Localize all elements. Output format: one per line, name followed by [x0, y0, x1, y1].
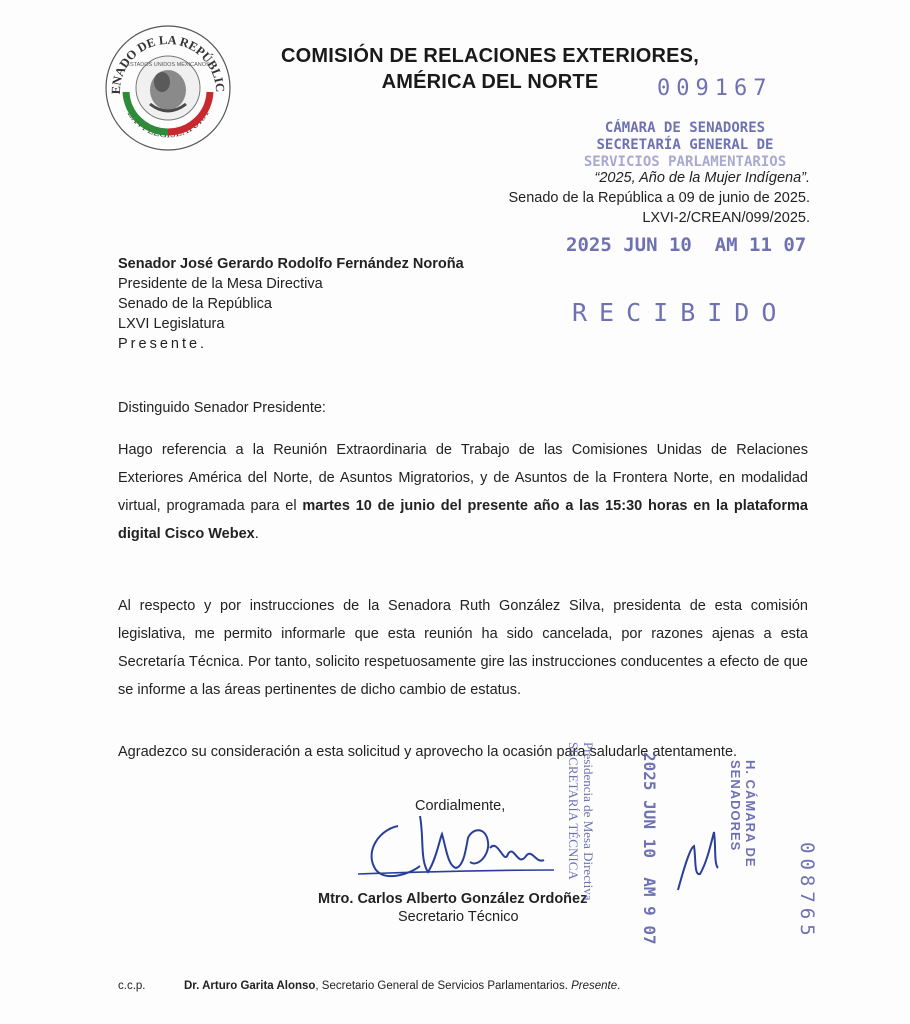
paragraph-1	[118, 436, 808, 548]
year-motto: “2025, Año de la Mujer Indígena”.	[594, 170, 810, 186]
folio-stamp-top: 009167	[657, 76, 773, 101]
paragraph-3: Agradezco su consideración a esta solicitud y aprovecho la ocasión para saludarle atentamente.	[118, 744, 738, 760]
handwritten-signature	[358, 808, 558, 888]
reference-number: LXVI-2/CREAN/099/2025.	[642, 210, 810, 226]
paragraph-1-end: .	[254, 526, 259, 542]
seal-inner-text: ESTADOS UNIDOS MEXICANOS	[126, 62, 210, 68]
addressee-block	[118, 254, 464, 354]
commission-title-line1: COMISIÓN DE RELACIONES EXTERIORES,	[281, 45, 699, 67]
signature-graphic	[358, 808, 558, 888]
vertical-stamp-presidencia-line2: SECRETARÍA TÉCNICA	[566, 742, 581, 880]
salutation: Distinguido Senador Presidente:	[118, 400, 326, 416]
paragraph-1-bold: martes 10 de junio del presente año a las 15:30 horas en la plataforma digital Cisco Webex	[118, 498, 808, 542]
addressee-line2: Senado de la República	[118, 296, 272, 312]
addressee-name: Senador José Gerardo Rodolfo Fernández Noroña	[118, 256, 464, 272]
camara-stamp-line1: CÁMARA DE SENADORES	[604, 120, 766, 136]
addressee-line4: Presente.	[118, 336, 208, 352]
ccp-name: Dr. Arturo Garita Alonso	[184, 980, 316, 992]
initial-graphic	[670, 828, 730, 898]
paragraph-1-start: Hago referencia a la Reunión Extraordinaria de Trabajo de las Comisiones Unidas de Relaciones Exteriores América del Norte, de Asuntos Migratorios, y de Asuntos de la Frontera Norte, en modalidad virtual, programada para el	[118, 442, 808, 514]
signer-role: Secretario Técnico	[398, 909, 519, 925]
recibido-stamp: RECIBIDO	[572, 298, 789, 327]
paragraph-2: Al respecto y por instrucciones de la Senadora Ruth González Silva, presidenta de esta comisión legislativa, me permito informarle que esta reunión ha sido cancelada, por razones ajenas a esta Secretaría Técnica. Por tanto, solicito respetuosamente gire las instrucciones conducentes a efecto de que se informe a las áreas pertinentes de dicho cambio de estatus.	[118, 598, 808, 698]
ccp-line: c.c.p. Dr. Arturo Garita Alonso, Secretario General de Servicios Parlamentarios. Presente.	[118, 980, 621, 992]
signer-name: Mtro. Carlos Alberto González Ordoñez	[318, 891, 588, 907]
seal-ring-text: ENADO DE LA REPÚBLIC	[108, 32, 228, 95]
vertical-stamp-camara: H. CÁMARA DE SENADORES	[728, 760, 758, 868]
addressee-line1: Presidente de la Mesa Directiva	[118, 276, 323, 292]
senate-seal	[102, 22, 234, 154]
seal-graphic	[102, 22, 234, 154]
vertical-stamp-presidencia-line1: Presidencia de Mesa Directiva	[581, 742, 596, 901]
ccp-rest: , Secretario General de Servicios Parlamentarios.	[315, 980, 572, 992]
seal-bottom-text: LXVI LEGISLATURA	[124, 108, 212, 141]
camara-stamp	[580, 120, 790, 171]
vertical-stamp-presidencia	[566, 742, 596, 962]
commission-title-line2: AMÉRICA DEL NORTE	[381, 71, 599, 93]
ccp-presente: Presente	[571, 980, 618, 992]
camara-stamp-line2: SECRETARÍA GENERAL DE	[596, 137, 774, 153]
place-date: Senado de la República a 09 de junio de 2025.	[508, 190, 810, 206]
date-stamp-top: 2025 JUN 10 AM 11 07	[566, 234, 807, 256]
addressee-line3: LXVI Legislatura	[118, 316, 225, 332]
farewell: Cordialmente,	[415, 798, 506, 814]
handwritten-initial	[670, 828, 730, 898]
ccp-label: c.c.p.	[118, 980, 146, 992]
camara-stamp-line3: SERVICIOS PARLAMENTARIOS	[583, 154, 787, 170]
vertical-date-stamp: 2025 JUN 10 AM 9 07	[640, 752, 659, 945]
folio-stamp-bottom: 008765	[796, 842, 818, 941]
